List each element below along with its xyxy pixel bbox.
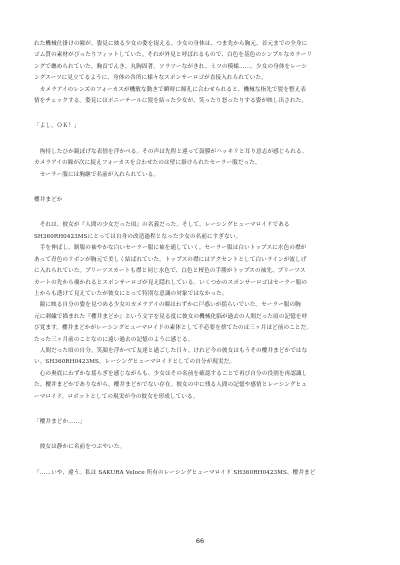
paragraph-2 (34, 147, 366, 170)
page-number: 66 (195, 537, 205, 545)
paragraph-0 (34, 39, 366, 107)
text-line: 拘持したひか鏡ぼげな表情を浮かべる。その声は先程と違って鼓膜がハッキリと耳り意志が感じられる。 (34, 148, 308, 155)
text-line: 彼女は静かに名前をつぶやいた。 (34, 444, 126, 451)
text-line: 元に刺繍で描まれた『櫻井まどか』という文字を見る度に彼女の機械化脳が過去の人間だった頃の記憶を呼 (34, 313, 308, 320)
text-line: 鏡に映る自分の姿を見つめる少女のカメラアイの瞳はわずかに戸惑いが揺らいでいた。セーラー服の胸 (34, 302, 301, 309)
text-line: ングスーツに見立てるように、身体の各所に様々なスポンサーロゴが直接入れられていた。 (34, 75, 267, 82)
text-line: び覚ます。櫻井まどかがレーシングヒューマロイドの素体として不必要を捨てたのは三ヶ月ほど前のことだ。 (34, 325, 313, 332)
dialogue-line: 「櫻井まどか……」 (34, 418, 86, 425)
paragraph-5 (34, 220, 366, 403)
text-line: 情をチェックする。姿見にはポニーテールに髪を結った少女が、笑ったり怒ったりする姿が映し出された。 (34, 98, 308, 105)
text-line: カメラアイの瞳が次に捉えフォーカスを合わせたのは壁に掛けられたセーラー服だった。 (34, 160, 261, 167)
text-line: れた機械仕掛けの瞳が、姿見に映る少女の姿を捉える。少女の身体は、つま先から胸元、首元までの全身に (34, 41, 308, 47)
text-line: 人間だった頃の自分。笑顔を浮かべて友達と過ごした日々。けれど今の彼女はもうその櫻井まどかではな (34, 347, 308, 354)
text-line: SH360RH0423MSにとっては自身の改造過程となった少女の名前にすぎない。 (34, 233, 242, 240)
text-line: たった三ヶ月前のことなのに遠い過去の記憶のように感じる。 (34, 336, 194, 343)
text-line: 手を伸ばし、制服の袖やかな白いセーラー服に袖を通していく。セーラー服は白いトップスに水色の襟が (34, 245, 307, 252)
dialogue-line: 「……いや、違う。私は SAKURA Veloce 所有のレーシングヒューマロイド SH360RH0423MS、櫻井まど (34, 469, 316, 476)
dialogue-line: 「よし。ＯＫ！」 (34, 123, 80, 130)
text-line: あって青色のリボンが胸元で美しく結ばれていた。トップスの襟にはアクセントとして白いラインが波しげ (34, 256, 307, 263)
text-line: た。櫻井まどかでありながら、櫻井まどかでない存在。彼女の中に残る人間の記憶や感情とレーシングヒュ (34, 382, 307, 389)
name-line: 櫻井まどか (34, 197, 63, 204)
text-line: カートの先から覗かれるとスポンサーロゴが見え隠れしている。いくつかのスポンサーロゴはセーラー服の (34, 279, 308, 286)
text-line: カメラアイのレンズのフォーカスが機敏な動きで瞬時に瞳孔に合わせられると、機械な指先で髪を整え表 (34, 86, 307, 93)
text-line: 上からも透けて見えていたが彼女にとって特別な意識の対象ではなかった。 (34, 290, 228, 297)
text-line: それは、彼女が『人間の少女だった頃』の名義だった。そして、レーシングヒューマロイドである (34, 222, 290, 229)
text-line: 心の奥底にわずかな揺らぎを感じながらも、少女はその名前を確認することで再び自分の役割を再認識し (34, 370, 308, 377)
text-line: ングで纏められていた。胸首でんき。丸胸固著。ソラツーながきれ、ミツの模様……。少女の身体をレーシ (34, 63, 308, 70)
text-line: セーラー服には胸継で名前が入れられている。 (34, 171, 160, 178)
text-line: ーマロイド、ロボットとしての現実が今の彼女を形成している。 (34, 393, 199, 400)
text-line: ゴム質の素材がぴったりフィットしていた。それが外見と呼ばれるもので、白色を基色のシンプルなカラーリ (34, 52, 313, 59)
text-line: に入れられていた。プリーツスカートも襟と同じ水色で、白色と桜色の手勝がトップスの袖先、プリーツス (34, 268, 306, 275)
text-line: い。SH360RH0423MS。レーシングヒューマロイドとしての自分が現実だ。 (34, 359, 236, 366)
